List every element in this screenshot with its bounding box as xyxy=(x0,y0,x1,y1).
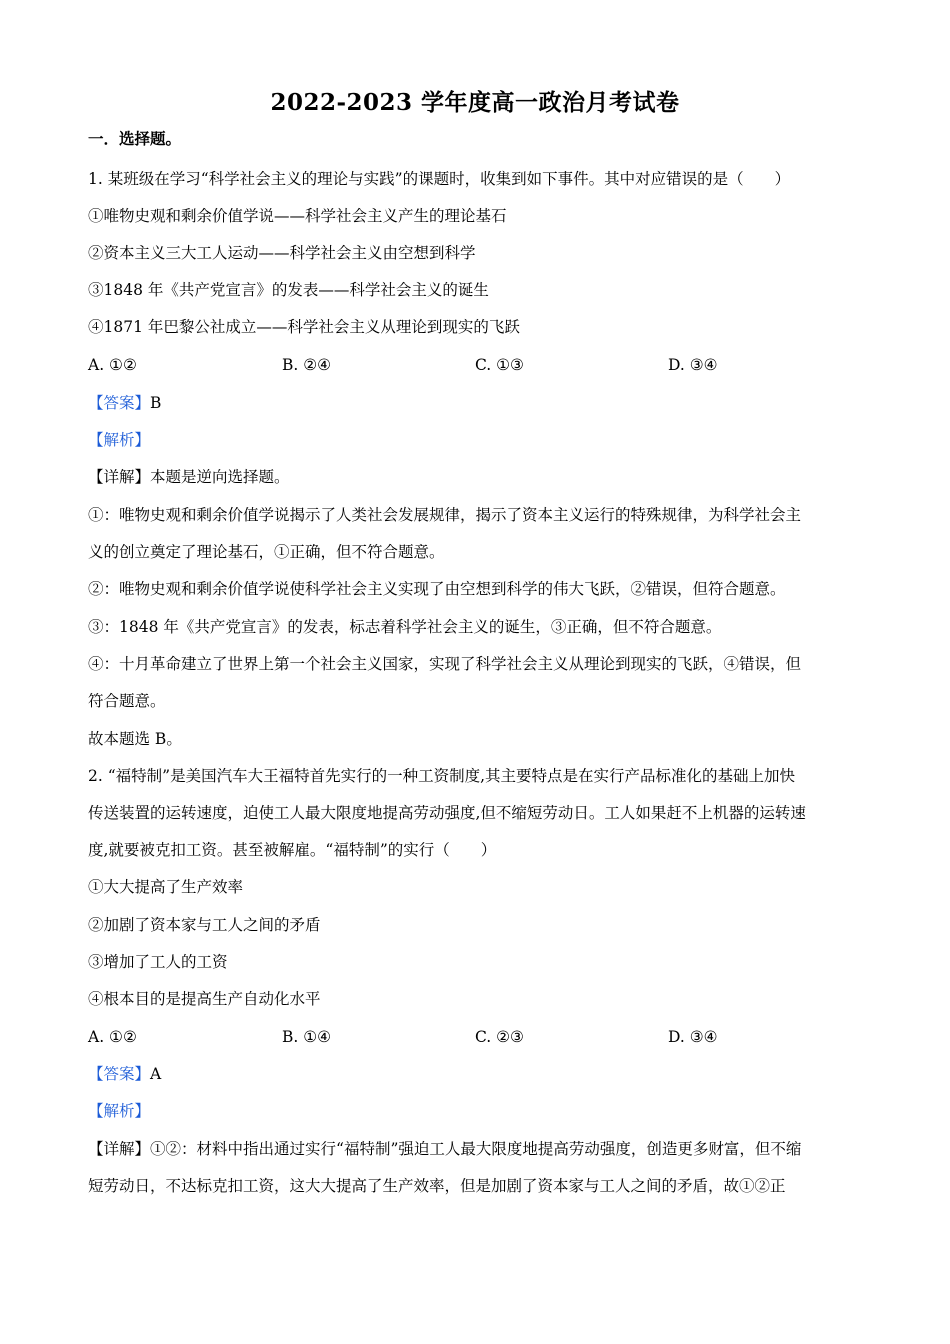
q1-stem: 1. 某班级在学习“科学社会主义的理论与实践”的课题时，收集到如下事件。其中对应错误的是（ ） xyxy=(88,170,791,188)
q1-item-2: ②资本主义三大工人运动——科学社会主义由空想到科学 xyxy=(88,244,476,262)
q2-answer-tag: 【答案】 xyxy=(88,1065,151,1083)
q1-option-c: C. ①③ xyxy=(475,356,524,374)
q2-item-3: ③增加了工人的工资 xyxy=(88,953,228,971)
q2-item-4: ④根本目的是提高生产自动化水平 xyxy=(88,990,321,1008)
q1-answer-tag: 【答案】 xyxy=(88,394,151,412)
q1-detail-line-7: 符合题意。 xyxy=(88,692,166,710)
q1-option-b: B. ②④ xyxy=(282,356,332,374)
q2-detail-text-1: ①②：材料中指出通过实行“福特制”强迫工人最大限度地提高劳动强度，创造更多财富，但不缩 xyxy=(150,1140,802,1158)
q2-item-1: ①大大提高了生产效率 xyxy=(88,878,244,896)
q2-answer-value: A xyxy=(150,1065,162,1083)
q2-detail-line-2: 短劳动日，不达标克扣工资，这大大提高了生产效率，但是加剧了资本家与工人之间的矛盾，故①②正 xyxy=(88,1177,786,1195)
q1-answer-value: B xyxy=(150,394,162,412)
q2-option-d: D. ③④ xyxy=(668,1028,718,1046)
q1-answer-line xyxy=(88,392,873,414)
section-heading: 一．选择题。 xyxy=(88,129,182,148)
q1-detail-line-5: ③：1848 年《共产党宣言》的发表，标志着科学社会主义的诞生，③正确，但不符合题意。 xyxy=(88,618,722,636)
q1-analysis-tag: 【解析】 xyxy=(88,431,151,449)
q1-detail-line-1 xyxy=(88,466,873,488)
q1-detail-tag: 【详解】 xyxy=(88,468,151,486)
q1-detail-line-6: ④：十月革命建立了世界上第一个社会主义国家，实现了科学社会主义从理论到现实的飞跃，④错误，但 xyxy=(88,655,802,673)
q2-detail-tag: 【详解】 xyxy=(88,1140,151,1158)
q1-analysis-line xyxy=(88,429,873,451)
q1-detail-line-3: 义的创立奠定了理论基石，①正确，但不符合题意。 xyxy=(88,543,445,561)
q2-answer-line xyxy=(88,1063,873,1085)
q2-analysis-tag: 【解析】 xyxy=(88,1102,151,1120)
q2-option-b: B. ①④ xyxy=(282,1028,332,1046)
q1-item-1: ①唯物史观和剩余价值学说——科学社会主义产生的理论基石 xyxy=(88,207,507,225)
q1-detail-text-1: 本题是逆向选择题。 xyxy=(150,468,290,486)
q1-item-3: ③1848 年《共产党宣言》的发表——科学社会主义的诞生 xyxy=(88,281,489,299)
q2-stem-line-1: 2. “福特制”是美国汽车大王福特首先实行的一种工资制度,其主要特点是在实行产品标准化的基础上加快 xyxy=(88,767,795,785)
q1-detail-line-8: 故本题选 B。 xyxy=(88,730,182,748)
q2-option-a: A. ①② xyxy=(88,1028,137,1046)
page-title: 2022-2023 学年度高一政治月考试卷 xyxy=(270,89,680,116)
q2-analysis-line xyxy=(88,1100,873,1122)
q2-stem-line-3: 度,就要被克扣工资。甚至被解雇。“福特制”的实行（ ） xyxy=(88,841,497,859)
q2-detail-line-1 xyxy=(88,1138,873,1160)
q1-detail-line-4: ②：唯物史观和剩余价值学说使科学社会主义实现了由空想到科学的伟大飞跃，②错误，但符合题意。 xyxy=(88,580,786,598)
q2-option-c: C. ②③ xyxy=(475,1028,524,1046)
q1-item-4: ④1871 年巴黎公社成立——科学社会主义从理论到现实的飞跃 xyxy=(88,318,520,336)
q1-option-d: D. ③④ xyxy=(668,356,718,374)
q2-stem-line-2: 传送装置的运转速度，迫使工人最大限度地提高劳动强度,但不缩短劳动日。工人如果赶不上机器的运转速 xyxy=(88,804,806,822)
q1-option-a: A. ①② xyxy=(88,356,137,374)
q2-item-2: ②加剧了资本家与工人之间的矛盾 xyxy=(88,916,321,934)
q1-detail-line-2: ①：唯物史观和剩余价值学说揭示了人类社会发展规律，揭示了资本主义运行的特殊规律，为科学社会主 xyxy=(88,506,802,524)
